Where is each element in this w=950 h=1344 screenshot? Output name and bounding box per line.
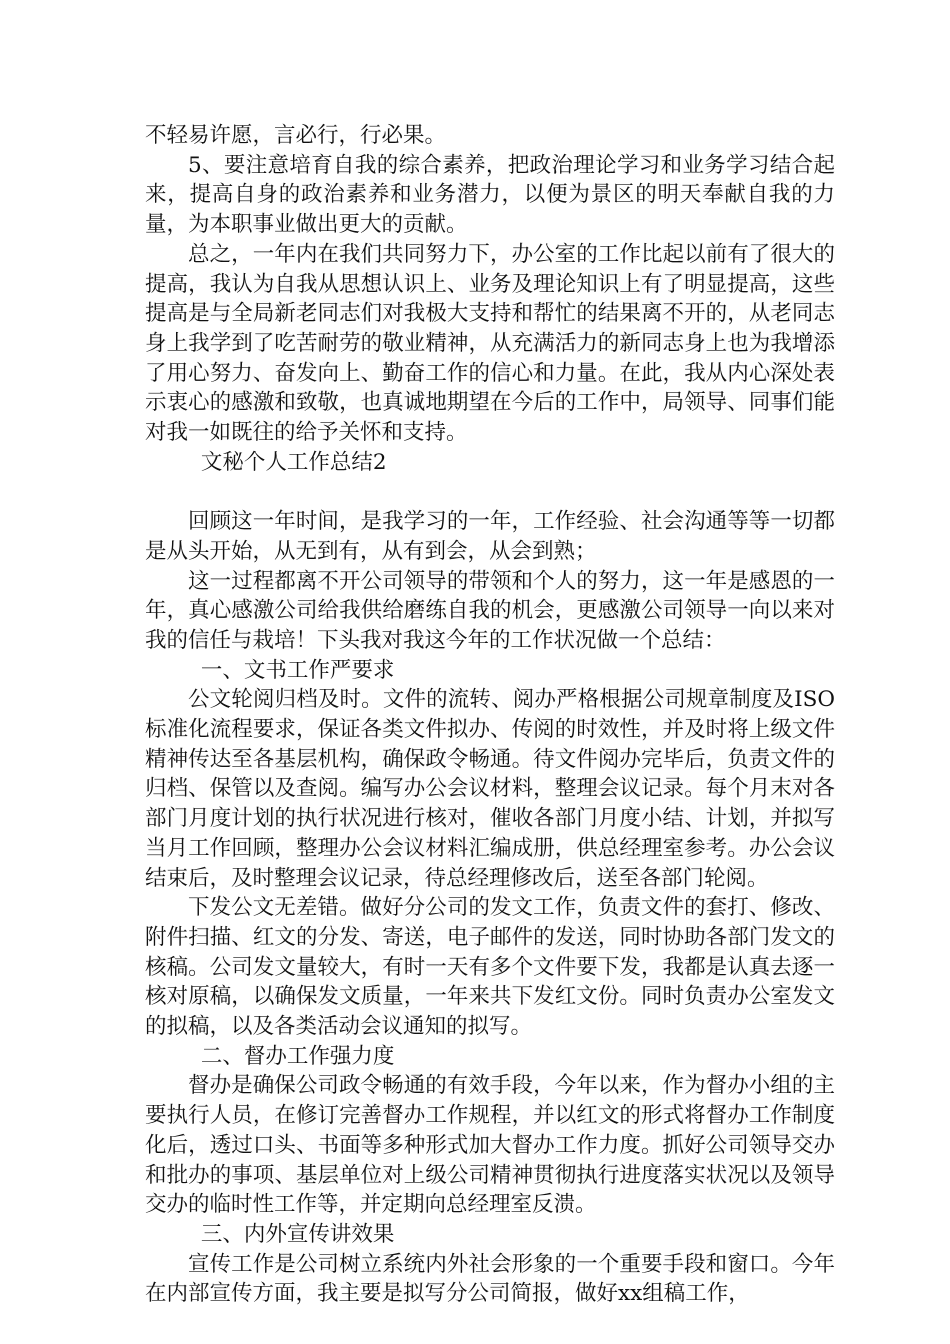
blank-line xyxy=(145,477,835,507)
paragraph: 5、要注意培育自我的综合素养，把政治理论学习和业务学习结合起来，提高自身的政治素养和业务潜力，以便为景区的明天奉献自我的力量，为本职事业做出更大的贡献。 xyxy=(145,152,835,238)
paragraph: 公文轮阅归档及时。文件的流转、阅办严格根据公司规章制度及ISO标准化流程要求，保证各类文件拟办、传阅的时效性，并及时将上级文件精神传达至各基层机构，确保政令畅通。待文件阅办完毕后，负责文件的归档、保管以及查阅。编写办公会议材料，整理会议记录。每个月末对各部门月度计划的执行状况进行核对，催收各部门月度小结、计划，并拟写当月工作回顾，整理办公会议材料汇编成册，供总经理室参考。办公会议结束后，及时整理会议记录，待总经理修改后，送至各部门轮阅。 xyxy=(145,687,835,891)
paragraph: 总之，一年内在我们共同努力下，办公室的工作比起以前有了很大的提高，我认为自我从思想认识上、业务及理论知识上有了明显提高，这些提高是与全局新老同志们对我极大支持和帮忙的结果离不开的，从老同志身上我学到了吃苦耐劳的敬业精神，从充满活力的新同志身上也为我增添了用心努力、奋发向上、勤奋工作的信心和力量。在此，我从内心深处表示衷心的感激和致敬，也真诚地期望在今后的工作中，局领导、同事们能对我一如既往的给予关怀和支持。 xyxy=(145,241,835,446)
paragraph: 督办是确保公司政令畅通的有效手段，今年以来，作为督办小组的主要执行人员，在修订完善督办工作规程，并以红文的形式将督办工作制度化后，透过口头、书面等多种形式加大督办工作力度。抓好公司领导交办和批办的事项、基层单位对上级公司精神贯彻执行进度落实状况以及领导交办的临时性工作等，并定期向总经理室反溃。 xyxy=(145,1073,835,1218)
paragraph: 这一过程都离不开公司领导的带领和个人的努力，这一年是感恩的一年，真心感激公司给我供给磨练自我的机会，更感激公司领导一向以来对我的信任与栽培！下头我对我这今年的工作状况做一个总结： xyxy=(145,568,835,653)
section-title: 文秘个人工作总结2 xyxy=(200,449,387,475)
paragraph: 不轻易许愿，言必行，行必果。 xyxy=(145,123,447,148)
section-heading: 二、督办工作强力度 xyxy=(200,1043,395,1069)
document-body xyxy=(145,121,835,1309)
section-heading: 一、文书工作严要求 xyxy=(200,657,395,683)
paragraph: 下发公文无差错。做好分公司的发文工作，负责文件的套打、修改、附件扫描、红文的分发、寄送，电子邮件的发送，同时协助各部门发文的核稿。公司发文量较大，有时一天有多个文件要下发，我都是认真去逐一核对原稿，以确保发文质量，一年来共下发红文份。同时负责办公室发文的拟稿，以及各类活动会议通知的拟写。 xyxy=(145,895,835,1040)
paragraph: 回顾这一年时间，是我学习的一年，工作经验、社会沟通等等一切都是从头开始，从无到有，从有到会，从会到熟； xyxy=(145,509,835,564)
section-heading: 三、内外宣传讲效果 xyxy=(200,1222,395,1247)
paragraph: 宣传工作是公司树立系统内外社会形象的一个重要手段和窗口。今年在内部宣传方面，我主要是拟写分公司简报，做好xx组稿工作， xyxy=(145,1251,835,1307)
